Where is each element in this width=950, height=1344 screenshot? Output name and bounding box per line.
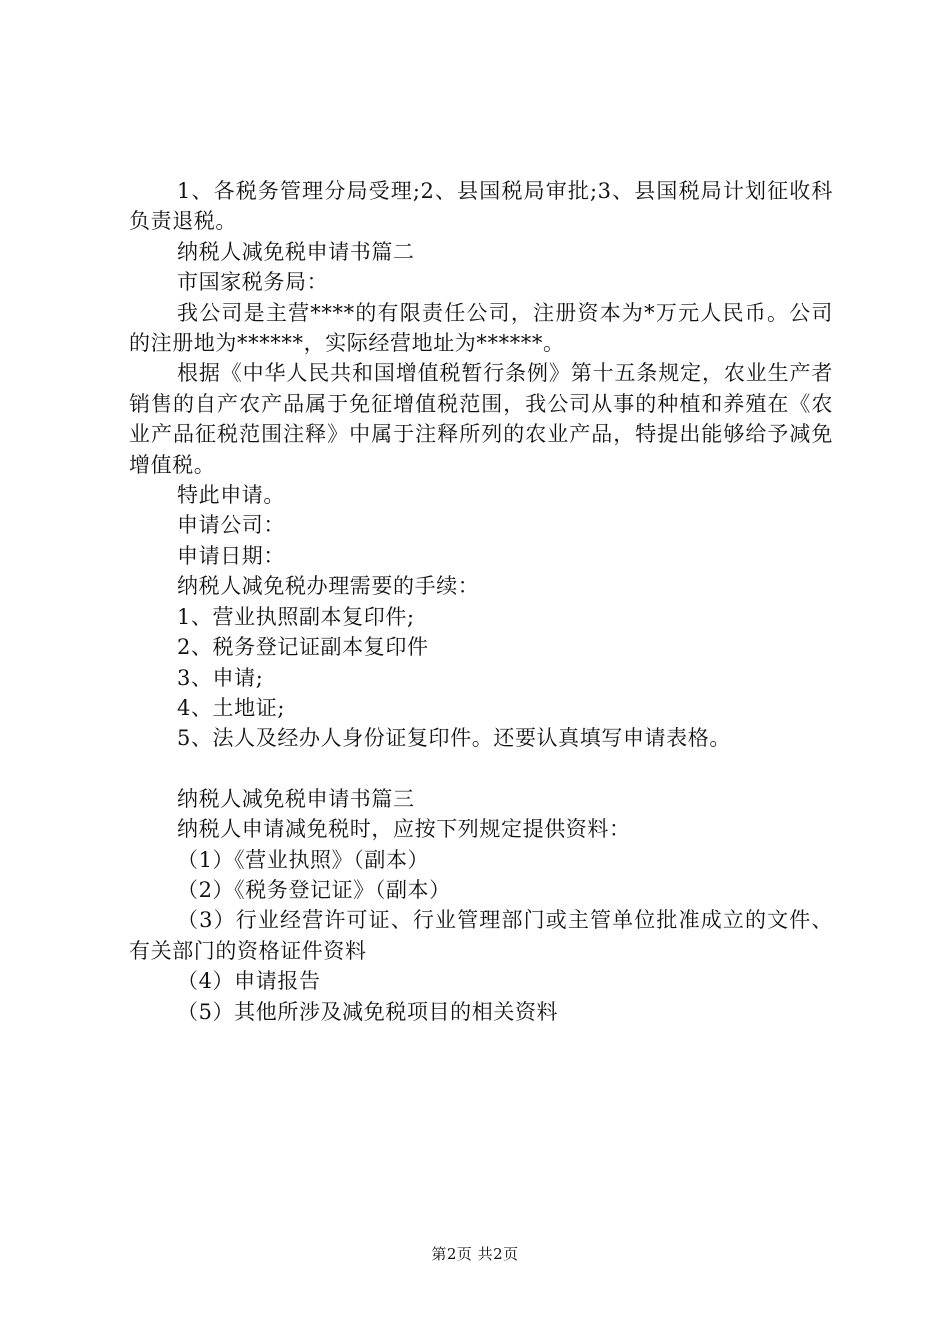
material-item: （3）行业经营许可证、行业管理部门或主管单位批准成立的文件、有关部门的资格证件资料: [129, 908, 833, 963]
procedure-item: 4、土地证;: [177, 695, 286, 720]
page-number-label: 第2页 共2页: [431, 1245, 519, 1263]
paragraph-refund-steps: 1、各税务管理分局受理;2、县国税局审批;3、县国税局计划征收科负责退税。: [129, 179, 833, 234]
paragraph-legal-basis: 根据《中华人民共和国增值税暂行条例》第十五条规定，农业生产者销售的自产农产品属于免征增值税范围，我公司从事的种植和养殖在《农业产品征税范围注释》中属于注释所列的农业产品，特提出能够给予减免增值税。: [129, 361, 833, 477]
application-date-field: 申请日期：: [177, 543, 285, 568]
section-heading-part-three: 纳税人减免税申请书篇三: [177, 786, 415, 811]
applicant-company-field: 申请公司：: [177, 513, 285, 538]
paragraph-company-intro: 我公司是主营****的有限责任公司，注册资本为*万元人民币。公司的注册地为******，实际经营地址为******。: [129, 300, 833, 356]
page-footer: [0, 1244, 950, 1264]
closing-line: 特此申请。: [177, 483, 285, 508]
materials-intro: 纳税人申请减免税时，应按下列规定提供资料：: [177, 817, 631, 842]
material-item: （5）其他所涉及减免税项目的相关资料: [177, 999, 559, 1024]
material-item: （4）申请报告: [177, 969, 321, 994]
salutation: 市国家税务局：: [177, 270, 329, 295]
procedure-item: 5、法人及经办人身份证复印件。还要认真填写申请表格。: [177, 726, 731, 751]
material-item: （1）《营业执照》（副本）: [177, 847, 430, 872]
procedure-item: 1、营业执照副本复印件;: [177, 604, 415, 629]
section-heading-part-two: 纳税人减免税申请书篇二: [177, 239, 415, 264]
procedure-item: 3、申请;: [177, 665, 264, 690]
procedure-item: 2、税务登记证副本复印件: [177, 635, 429, 660]
material-item: （2）《税务登记证》（副本）: [177, 877, 451, 902]
document-body: [129, 176, 833, 1027]
procedures-heading: 纳税人减免税办理需要的手续：: [177, 574, 480, 599]
paragraph-gap: [129, 754, 833, 784]
